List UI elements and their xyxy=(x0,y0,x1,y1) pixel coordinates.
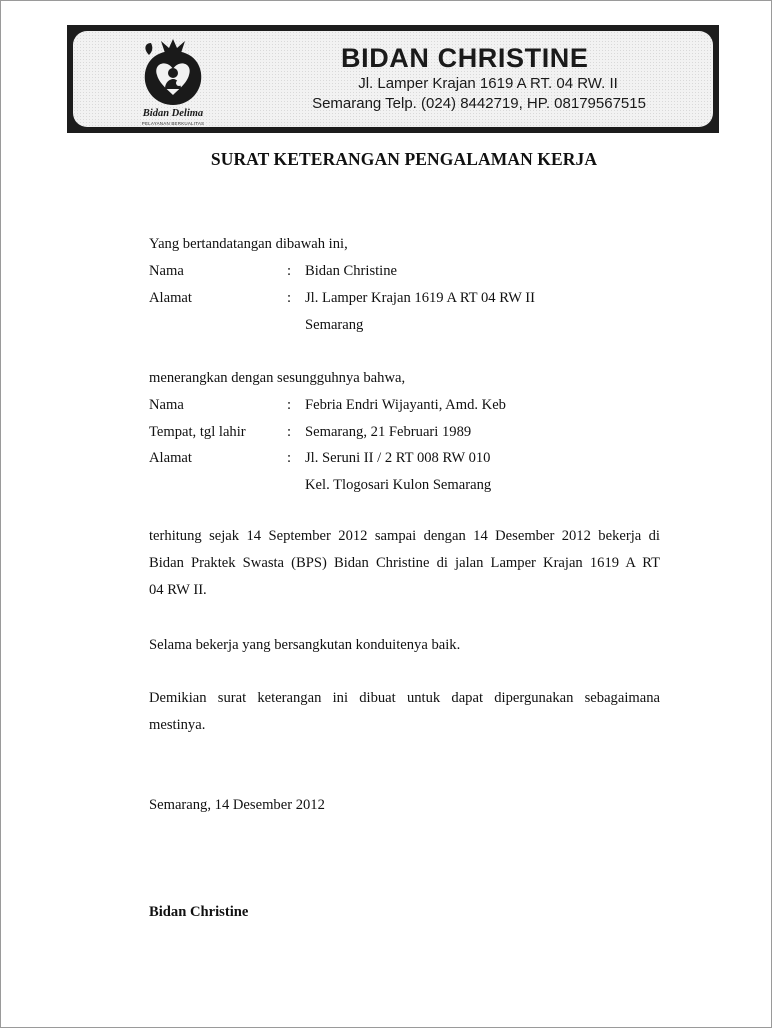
signature-name: Bidan Christine xyxy=(149,904,249,920)
logo-tagline: PELAYANAN BERKUALITAS xyxy=(141,121,205,126)
intro-line: Yang bertandatangan dibawah ini, xyxy=(149,236,348,252)
bidan-delima-logo-icon xyxy=(137,39,209,107)
employment-line-1: terhitung sejak 14 September 2012 sampai dengan 14 Desember 2012 bekerja di xyxy=(149,528,660,544)
signer-address-line2: Semarang xyxy=(305,317,364,333)
subject-birth-label: Tempat, tgl lahir xyxy=(149,424,246,440)
subject-address-label: Alamat xyxy=(149,450,192,466)
signer-address-separator: : xyxy=(287,290,292,306)
employment-paragraph xyxy=(149,523,660,604)
employment-line-3: 04 RW II. xyxy=(149,582,207,598)
practice-contact: Semarang Telp. (024) 8442719, HP. 08179567515 xyxy=(312,95,646,112)
subject-address-line1: Jl. Seruni II / 2 RT 008 RW 010 xyxy=(305,450,491,466)
employment-line-2: Bidan Praktek Swasta (BPS) Bidan Christine di jalan Lamper Krajan 1619 A RT xyxy=(149,555,660,571)
letterhead-panel xyxy=(73,31,713,127)
closing-line-1: Demikian surat keterangan ini dibuat untuk dapat dipergunakan sebagaimana xyxy=(149,690,660,706)
closing-line-2: mestinya. xyxy=(149,717,206,733)
conduct-line: Selama bekerja yang bersangkutan konduitenya baik. xyxy=(149,637,461,653)
signer-name-value: Bidan Christine xyxy=(305,263,398,279)
signer-address-label: Alamat xyxy=(149,290,192,306)
practice-address: Jl. Lamper Krajan 1619 A RT. 04 RW. II xyxy=(358,75,618,92)
subject-birth-separator: : xyxy=(287,424,292,440)
subject-birth-value: Semarang, 21 Februari 1989 xyxy=(305,424,472,440)
signer-name-label: Nama xyxy=(149,263,184,279)
subject-name-label: Nama xyxy=(149,397,184,413)
subject-address-separator: : xyxy=(287,450,292,466)
letterhead xyxy=(67,25,719,133)
logo-name: Bidan Delima xyxy=(142,108,204,119)
practice-name: BIDAN CHRISTINE xyxy=(341,43,589,73)
document-title: SURAT KETERANGAN PENGALAMAN KERJA xyxy=(210,149,598,169)
bidan-delima-logo xyxy=(133,39,213,127)
place-date: Semarang, 14 Desember 2012 xyxy=(149,797,325,813)
signer-name-separator: : xyxy=(287,263,292,279)
statement-line: menerangkan dengan sesungguhnya bahwa, xyxy=(149,370,406,386)
closing-paragraph xyxy=(149,685,660,739)
subject-name-value: Febria Endri Wijayanti, Amd. Keb xyxy=(305,397,506,413)
signer-address-line1: Jl. Lamper Krajan 1619 A RT 04 RW II xyxy=(305,290,536,306)
subject-address-line2: Kel. Tlogosari Kulon Semarang xyxy=(305,477,492,493)
subject-name-separator: : xyxy=(287,397,292,413)
